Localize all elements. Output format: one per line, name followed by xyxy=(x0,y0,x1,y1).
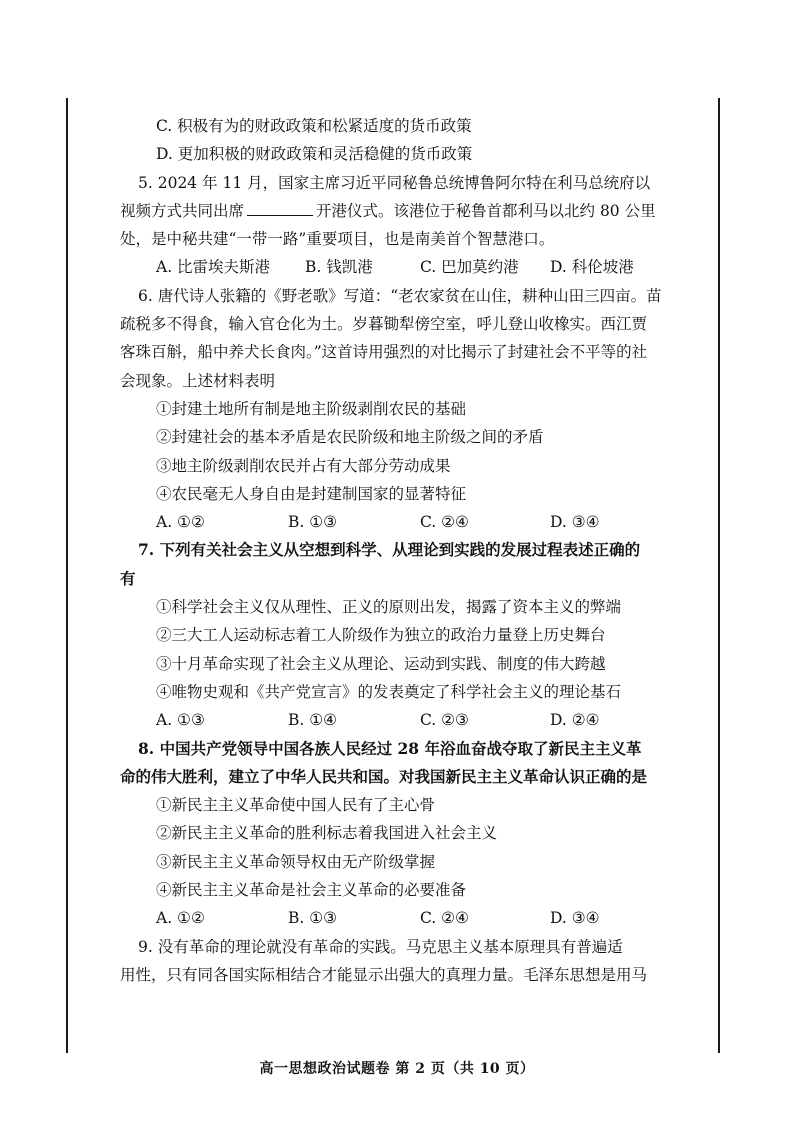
q6-option-a: A. ①② xyxy=(156,513,205,532)
q4-option-d: D. 更加积极的财政政策和灵活稳健的货币政策 xyxy=(156,145,473,164)
q7-stem-line2: 有 xyxy=(120,568,136,588)
q6-stem-line3: 客珠百斛，船中养犬长食肉。”这首诗用强烈的对比揭示了封建社会不平等的社 xyxy=(120,343,648,362)
q6-item-3: ③地主阶级剥削农民并占有大部分劳动成果 xyxy=(156,456,451,475)
q8-options xyxy=(120,904,700,932)
q5-stem-line1: 5. 2024 年 11 月，国家主席习近平同秘鲁总统博鲁阿尔特在利马总统府以 xyxy=(138,173,651,192)
exam-content xyxy=(120,112,700,989)
q7-item-1: ①科学社会主义仅从理性、正义的原则出发，揭露了资本主义的弊端 xyxy=(156,598,622,617)
q8-item-1: ①新民主主义革命使中国人民有了主心骨 xyxy=(156,796,436,815)
q8-option-a: A. ①② xyxy=(156,909,205,928)
q7-item-2: ②三大工人运动标志着工人阶级作为独立的政治力量登上历史舞台 xyxy=(156,626,606,645)
q8-option-d: D. ③④ xyxy=(550,909,600,928)
q8-stem-line1: 8. 中国共产党领导中国各族人民经过 28 年浴血奋战夺取了新民主主义革 xyxy=(138,738,642,758)
q6-item-2: ②封建社会的基本矛盾是农民阶级和地主阶级之间的矛盾 xyxy=(156,428,544,447)
q4-option-c: C. 积极有为的财政政策和松紧适度的货币政策 xyxy=(156,117,472,135)
left-margin-rule xyxy=(66,98,68,1053)
q8-option-c: C. ②④ xyxy=(420,909,469,928)
q6-options xyxy=(120,508,700,536)
q6-item-1: ①封建土地所有制是地主阶级剥削农民的基础 xyxy=(156,399,467,418)
q7-item-3: ③十月革命实现了社会主义从理论、运动到实践、制度的伟大跨越 xyxy=(156,654,606,673)
q7-options xyxy=(120,706,700,734)
q5-option-c: C. 巴加莫约港 xyxy=(420,258,519,277)
q8-stem-line2: 命的伟大胜利，建立了中华人民共和国。对我国新民主主义革命认识正确的是 xyxy=(120,766,648,786)
q5-options xyxy=(120,253,700,281)
q8-item-4: ④新民主主义革命是社会主义革命的必要准备 xyxy=(156,881,467,900)
q9-stem-line2: 用性，只有同各国实际相结合才能显示出强大的真理力量。毛泽东思想是用马 xyxy=(120,965,648,984)
q5-option-a: A. 比雷埃夫斯港 xyxy=(156,258,271,277)
q8-item-3: ③新民主主义革命领导权由无产阶级掌握 xyxy=(156,852,436,871)
q8-item-2: ②新民主主义革命的胜利标志着我国进入社会主义 xyxy=(156,824,498,843)
q6-stem-line4: 会现象。上述材料表明 xyxy=(120,371,276,390)
q7-option-c: C. ②③ xyxy=(420,711,469,730)
q6-stem-line2: 疏税多不得食，输入官仓化为土。岁暮锄犁傍空室，呼儿登山收橡实。西江贾 xyxy=(120,315,648,334)
q6-item-4: ④农民毫无人身自由是封建制国家的显著特征 xyxy=(156,484,467,503)
q7-stem-line1: 7. 下列有关社会主义从空想到科学、从理论到实践的发展过程表述正确的 xyxy=(138,540,641,560)
q7-option-b: B. ①④ xyxy=(288,711,338,730)
q5-option-d: D. 科伦坡港 xyxy=(550,258,634,277)
page-footer: 高一思想政治试题卷 第 2 页（共 10 页） xyxy=(259,1061,535,1077)
q6-option-b: B. ①③ xyxy=(288,513,338,532)
q6-option-c: C. ②④ xyxy=(420,513,469,532)
q7-option-a: A. ①③ xyxy=(156,711,205,730)
q5-stem-line2: 视频方式共同出席 开港仪式。该港位于秘鲁首都利马以北约 80 公里 xyxy=(120,197,700,225)
q5-option-b: B. 钱凯港 xyxy=(305,258,373,277)
q9-stem-line1: 9. 没有革命的理论就没有革命的实践。马克思主义基本原理具有普遍适 xyxy=(138,937,623,956)
q6-stem-line1: 6. 唐代诗人张籍的《野老歌》写道：“老农家贫在山住，耕种山田三四亩。苗 xyxy=(138,286,662,305)
answer-blank xyxy=(247,199,313,216)
q6-option-d: D. ③④ xyxy=(550,513,600,532)
right-margin-rule xyxy=(718,98,720,1053)
q8-option-b: B. ①③ xyxy=(288,909,338,928)
q7-option-d: D. ②④ xyxy=(550,711,600,730)
q7-item-4: ④唯物史观和《共产党宣言》的发表奠定了科学社会主义的理论基石 xyxy=(156,682,622,701)
q5-stem-line3: 处，是中秘共建“一带一路”重要项目，也是南美首个智慧港口。 xyxy=(120,230,555,249)
